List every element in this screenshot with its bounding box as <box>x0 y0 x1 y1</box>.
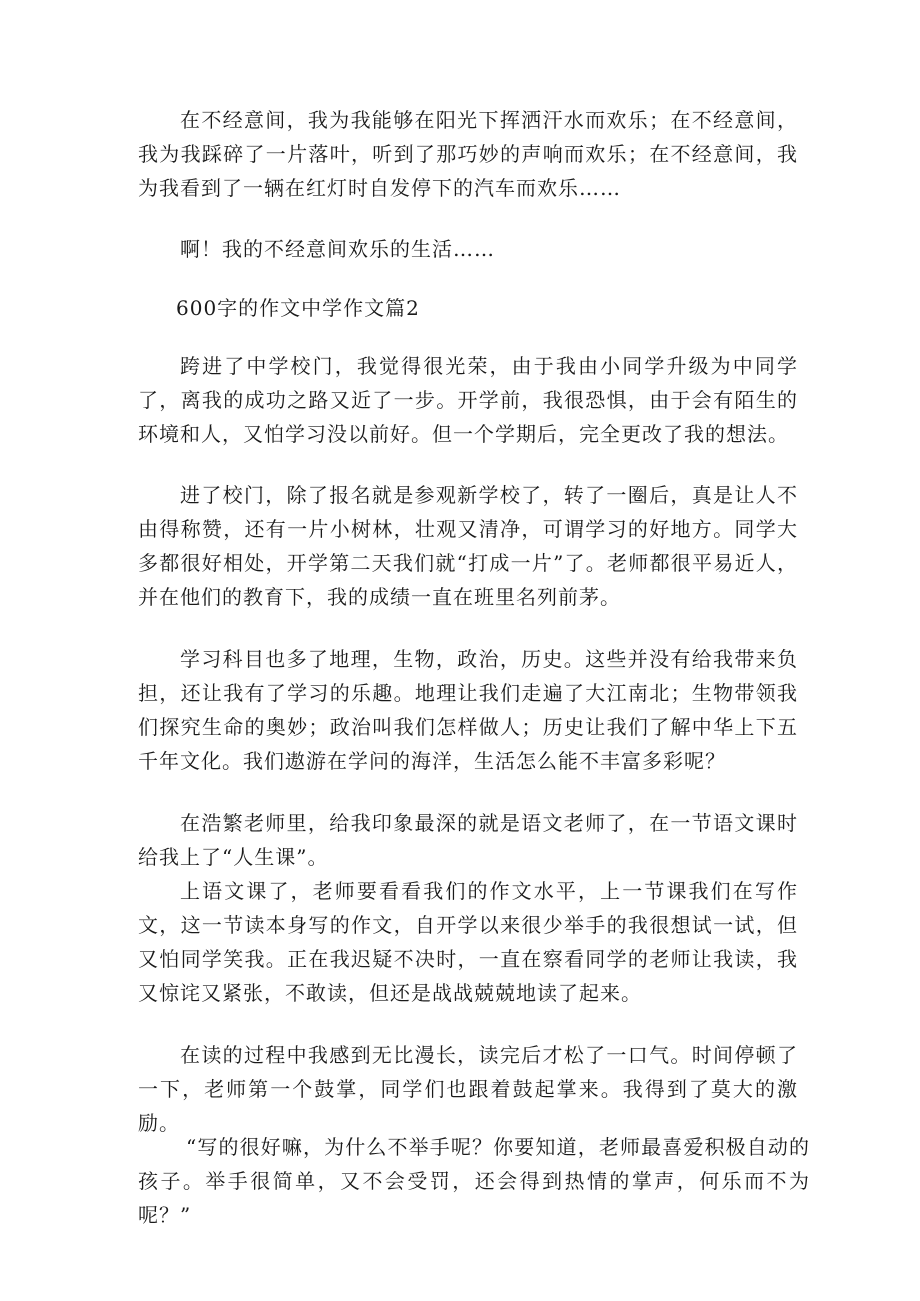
paragraph-9: “写的很好嘛，为什么不举手呢？你要知道，老师最喜爱积极自动的孩子。举手很简单，又不会受罚，还会得到热情的掌声，何乐而不为呢？” <box>138 1135 810 1227</box>
paragraph-7: 上语文课了，老师要看看我们的作文水平，上一节课我们在写作文，这一节读本身写的作文，自开学以来很少举手的我很想试一试，但又怕同学笑我。正在我迟疑不决时，一直在察看同学的老师让我读，我又惊诧又紧张，不敢读，但还是战战兢兢地读了起来。 <box>138 879 798 1005</box>
paragraph-1: 在不经意间，我为我能够在阳光下挥洒汗水而欢乐；在不经意间，我为我踩碎了一片落叶，听到了那巧妙的声响而欢乐；在不经意间，我为我看到了一辆在红灯时自发停下的汽车而欢乐…… <box>138 108 798 200</box>
paragraph-2: 啊！我的不经意间欢乐的生活…… <box>180 237 495 261</box>
paragraph-5: 学习科目也多了地理，生物，政治，历史。这些并没有给我带来负担，还让我有了学习的乐趣。地理让我们走遍了大江南北；生物带领我们探究生命的奥妙；政治叫我们怎样做人；历史让我们了解中华上下五千年文化。我们遨游在学问的海洋，生活怎么能不丰富多彩呢？ <box>138 647 798 773</box>
paragraph-8: 在读的过程中我感到无比漫长，读完后才松了一口气。时间停顿了一下，老师第一个鼓掌，同学们也跟着鼓起掌来。我得到了莫大的激励。 <box>138 1043 798 1135</box>
paragraph-4: 进了校门，除了报名就是参观新学校了，转了一圈后，真是让人不由得称赞，还有一片小树林，壮观又清净，可谓学习的好地方。同学大多都很好相处，开学第二天我们就“打成一片”了。老师都很平易近人，并在他们的教育下，我的成绩一直在班里名列前茅。 <box>138 483 798 609</box>
paragraph-3: 跨进了中学校门，我觉得很光荣，由于我由小同学升级为中同学了，离我的成功之路又近了一步。开学前，我很恐惧，由于会有陌生的环境和人，又怕学习没以前好。但一个学期后，完全更改了我的想法。 <box>138 354 798 446</box>
section-heading: 600字的作文中学作文篇2 <box>176 296 420 320</box>
paragraph-6: 在浩繁老师里，给我印象最深的就是语文老师了，在一节语文课时给我上了“人生课”。 <box>138 811 798 869</box>
